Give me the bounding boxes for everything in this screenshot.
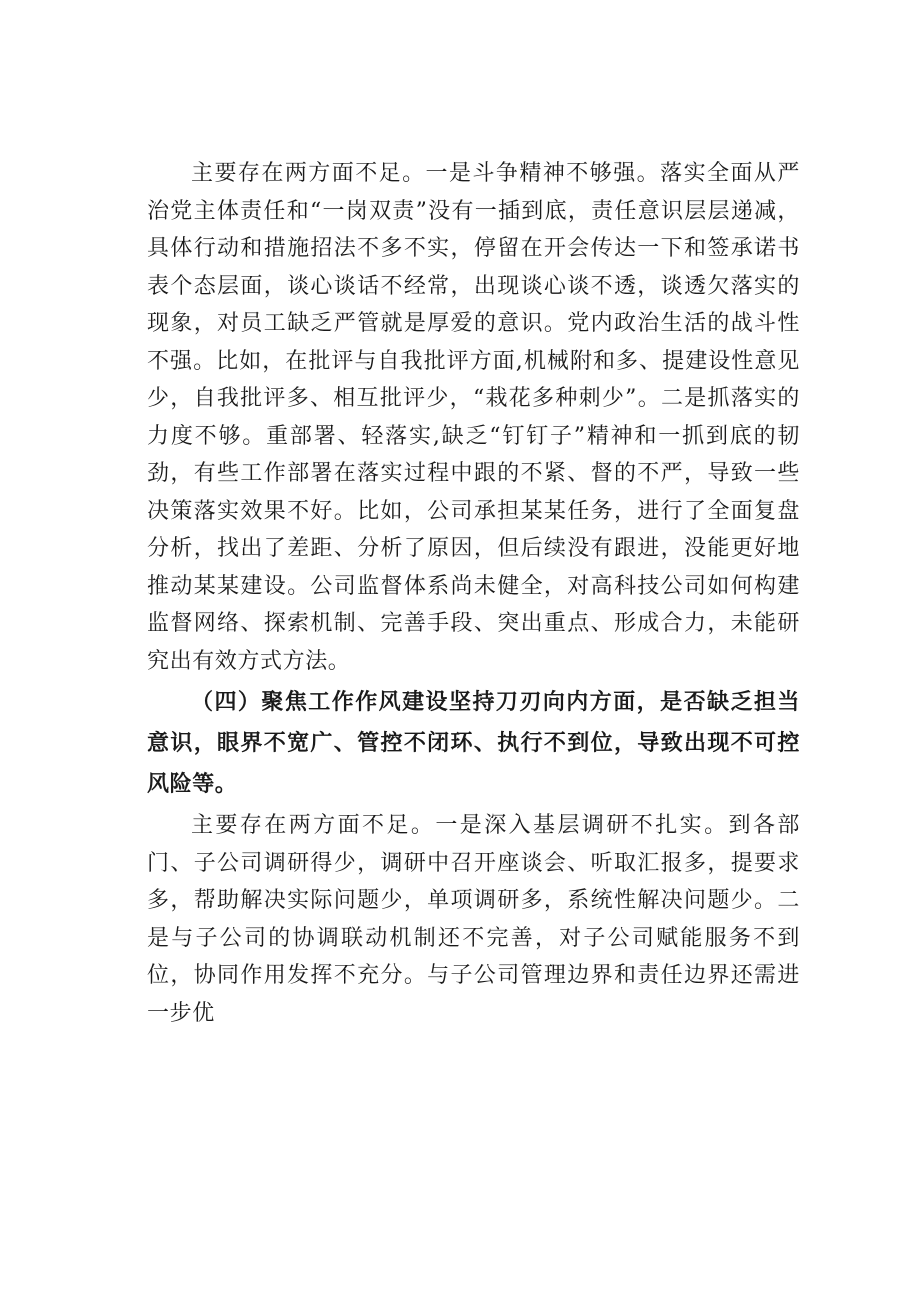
document-body [147, 155, 800, 1032]
section-heading-4: （四）聚焦工作作风建设坚持刀刃向内方面，是否缺乏担当意识，眼界不宽广、管控不闭环、执行不到位，导致出现不可控风险等。 [147, 690, 800, 797]
body-paragraph-2: 主要存在两方面不足。一是深入基层调研不扎实。到各部门、子公司调研得少，调研中召开座谈会、听取汇报多，提要求多，帮助解决实际问题少，单项调研多，系统性解决问题少。二是与子公司的协调联动机制还不完善，对子公司赋能服务不到位，协同作用发挥不充分。与子公司管理边界和责任边界还需进一步优 [147, 813, 800, 1026]
body-paragraph-1: 主要存在两方面不足。一是斗争精神不够强。落实全面从严治党主体责任和“一岗双责”没有一插到底，责任意识层层递减，具体行动和措施招法不多不实，停留在开会传达一下和签承诺书表个态层面，谈心谈话不经常，出现谈心谈不透，谈透欠落实的现象，对员工缺乏严管就是厚爱的意识。党内政治生活的战斗性不强。比如，在批评与自我批评方面,机械附和多、提建设性意见少，自我批评多、相互批评少，“栽花多种刺少”。二是抓落实的力度不够。重部署、轻落实,缺乏“钉钉子”精神和一抓到底的韧劲，有些工作部署在落实过程中跟的不紧、督的不严，导致一些决策落实效果不好。比如，公司承担某某任务，进行了全面复盘分析，找出了差距、分析了原因，但后续没有跟进，没能更好地推动某某建设。公司监督体系尚未健全，对高科技公司如何构建监督网络、探索机制、完善手段、突出重点、形成合力，未能研究出有效方式方法。 [147, 161, 800, 674]
